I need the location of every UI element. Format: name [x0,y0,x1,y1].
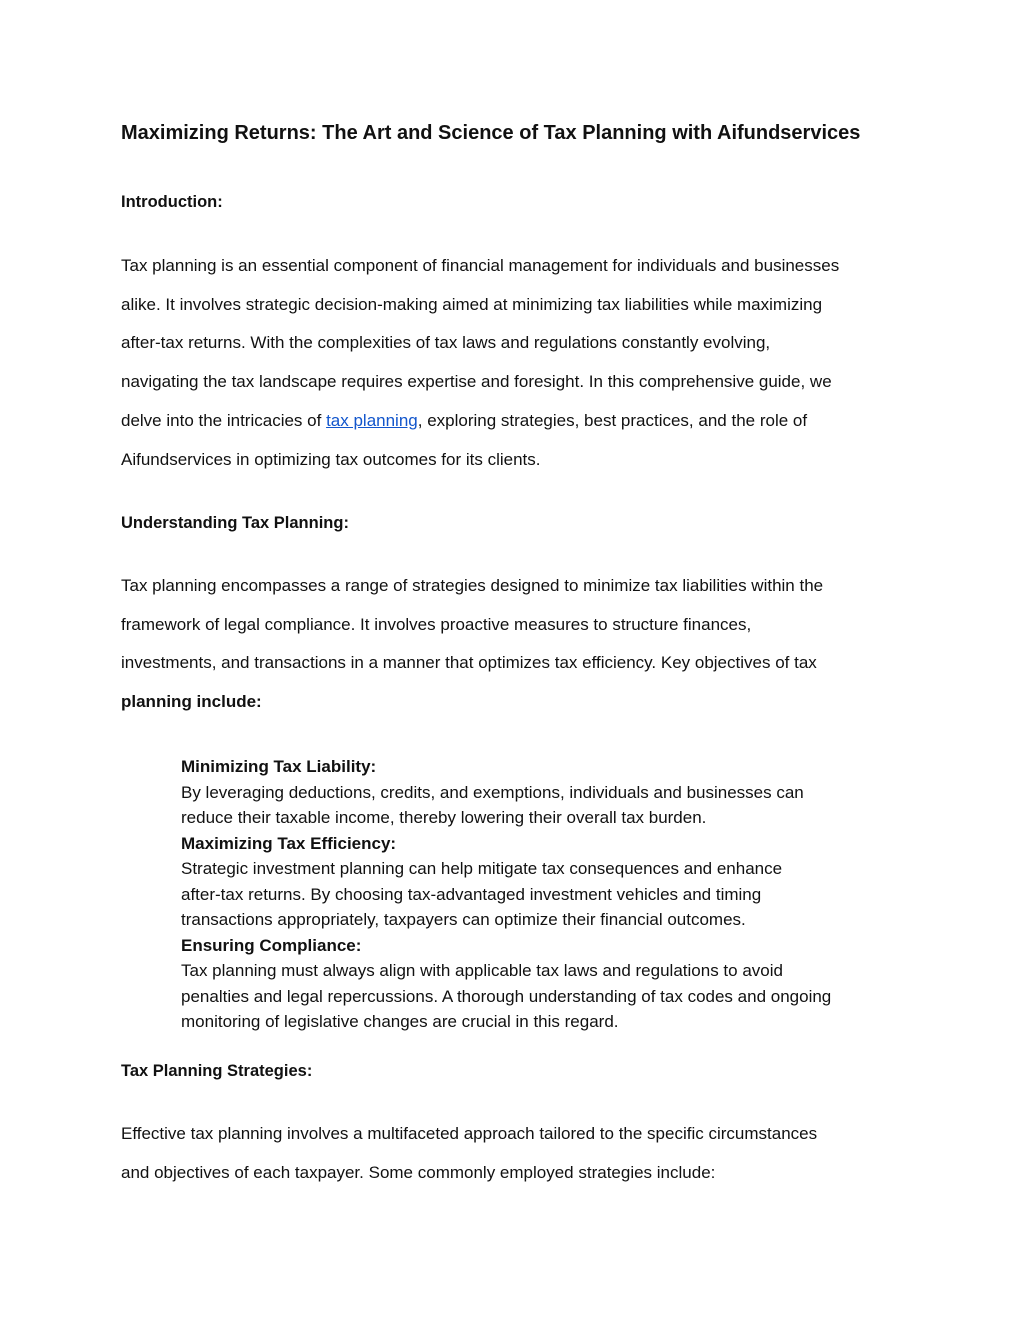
introduction-line: after-tax returns. With the complexities of tax laws and regulations constantly evolving, [121,333,771,353]
strategies-line: and objectives of each taxpayer. Some commonly employed strategies include: [121,1162,716,1182]
objective-line: after-tax returns. By choosing tax-advantaged investment vehicles and timing [181,884,762,904]
objective-title: Minimizing Tax Liability: [181,757,377,776]
objective-line: penalties and legal repercussions. A thorough understanding of tax codes and ongoing [181,986,832,1006]
objective-line: By leveraging deductions, credits, and exemptions, individuals and businesses can [181,782,804,802]
objective-item [181,831,921,933]
objective-line: reduce their taxable income, thereby lowering their overall tax burden. [181,808,707,827]
understanding-paragraph [121,567,921,722]
objective-title: Maximizing Tax Efficiency: [181,833,397,853]
objective-line: Tax planning must always align with applicable tax laws and regulations to avoid [181,961,783,980]
understanding-line: framework of legal compliance. It involves proactive measures to structure finances, [121,614,752,634]
objective-line: Strategic investment planning can help mitigate tax consequences and enhance [181,859,783,878]
strategies-line: Effective tax planning involves a multifaceted approach tailored to the specific circumstances [121,1124,818,1143]
introduction-text-after-link: , exploring strategies, best practices, and the role of [417,410,808,430]
objectives-list [181,754,921,1035]
introduction-line: Aifundservices in optimizing tax outcomes for its clients. [121,449,541,469]
introduction-heading: Introduction: [121,193,223,211]
objective-item [181,754,921,831]
introduction-text-before-link: delve into the intricacies of [121,410,327,430]
understanding-line: planning include: [121,692,262,712]
tax-planning-link[interactable]: tax planning [326,410,418,430]
introduction-line: navigating the tax landscape requires expertise and foresight. In this comprehensive guide, we [121,372,832,392]
objective-line: transactions appropriately, taxpayers can optimize their financial outcomes. [181,910,746,929]
understanding-line: Tax planning encompasses a range of strategies designed to minimize tax liabilities within the [121,576,824,595]
strategies-heading: Tax Planning Strategies: [121,1062,313,1080]
strategies-paragraph [121,1115,921,1192]
document-title: Maximizing Returns: The Art and Science of Tax Planning with Aifundservices [121,122,861,144]
introduction-line: Tax planning is an essential component of financial management for individuals and businesses [121,256,840,275]
introduction-paragraph [121,247,921,479]
objective-title: Ensuring Compliance: [181,935,362,955]
understanding-heading: Understanding Tax Planning: [121,514,349,532]
objective-item [181,933,921,1035]
introduction-line [121,402,921,441]
understanding-line: investments, and transactions in a manner that optimizes tax efficiency. Key objectives of tax [121,653,817,673]
objective-line: monitoring of legislative changes are crucial in this regard. [181,1012,619,1031]
introduction-line: alike. It involves strategic decision-making aimed at minimizing tax liabilities while maximizing [121,294,823,314]
